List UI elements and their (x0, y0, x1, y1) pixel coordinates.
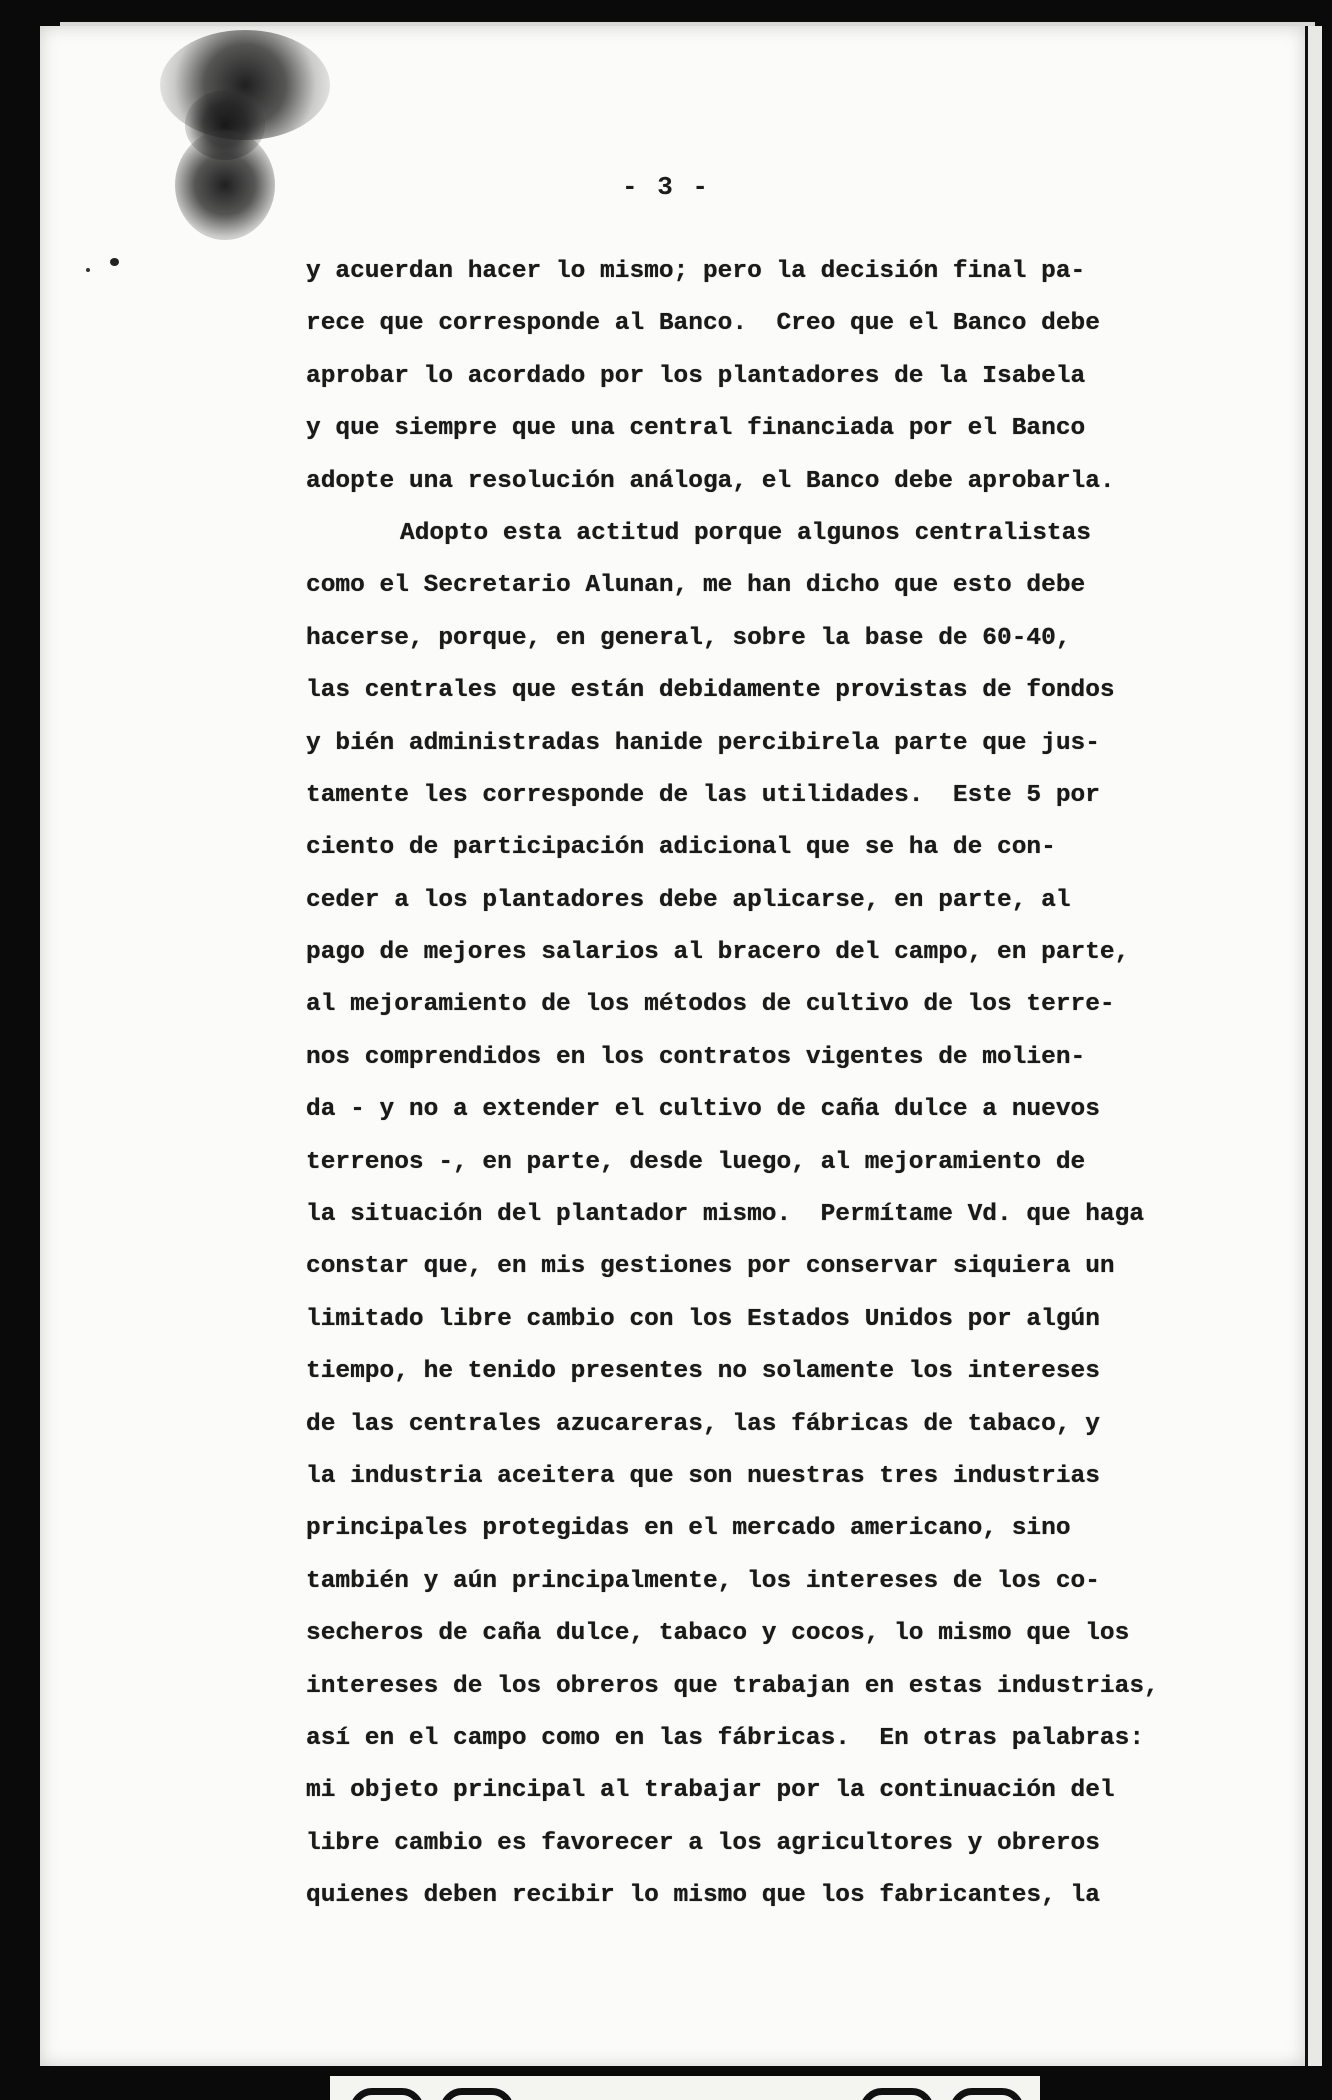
text-line: y que siempre que una central financiada por el Banco (306, 415, 1086, 443)
text-line: así en el campo como en las fábricas. En otras palabras: (306, 1724, 1145, 1752)
text-line: también y aún principalmente, los intereses de los co- (306, 1567, 1100, 1595)
text-line: limitado libre cambio con los Estados Unidos por algún (306, 1305, 1100, 1333)
ink-speck (86, 268, 90, 272)
text-line: constar que, en mis gestiones por conservar siquiera un (306, 1253, 1115, 1281)
text-line: la industria aceitera que son nuestras tres industrias (306, 1462, 1100, 1490)
text-line: aprobar lo acordado por los plantadores de la Isabela (306, 362, 1086, 390)
text-line: terrenos -, en parte, desde luego, al mejoramiento de (306, 1148, 1086, 1176)
text-line: ceder a los plantadores debe aplicarse, en parte, al (306, 886, 1071, 914)
text-line: libre cambio es favorecer a los agricultores y obreros (306, 1829, 1100, 1857)
paragraph-start-line: Adopto esta actitud porque algunos centralistas (400, 519, 1092, 547)
text-line: secheros de caña dulce, tabaco y cocos, lo mismo que los (306, 1620, 1130, 1648)
text-line: mi objeto principal al trabajar por la continuación del (306, 1777, 1115, 1805)
text-line: adopte una resolución análoga, el Banco debe aprobarla. (306, 467, 1115, 495)
cropped-glyph (440, 2088, 514, 2100)
text-line: y bién administradas hanide percibirela parte que jus- (306, 729, 1100, 757)
typed-body-text (306, 252, 1206, 1929)
text-line: principales protegidas en el mercado americano, sino (306, 1515, 1071, 1543)
text-line: ciento de participación adicional que se ha de con- (306, 834, 1056, 862)
cropped-glyph (950, 2088, 1024, 2100)
text-line: intereses de los obreros que trabajan en estas industrias, (306, 1672, 1159, 1700)
text-line: como el Secretario Alunan, me han dicho que esto debe (306, 572, 1086, 600)
text-line: da - y no a extender el cultivo de caña dulce a nuevos (306, 1096, 1100, 1124)
cropped-glyph (860, 2088, 934, 2100)
text-line: al mejoramiento de los métodos de cultivo de los terre- (306, 991, 1115, 1019)
text-line: las centrales que están debidamente provistas de fondos (306, 677, 1115, 705)
bottom-label-strip (330, 2076, 1040, 2100)
page-number: - 3 - (621, 172, 710, 202)
text-line: quienes deben recibir lo mismo que los fabricantes, la (306, 1882, 1100, 1910)
right-page-edge (1305, 26, 1322, 2066)
text-line: pago de mejores salarios al bracero del campo, en parte, (306, 939, 1130, 967)
ink-speck (110, 258, 119, 266)
text-line: hacerse, porque, en general, sobre la base de 60-40, (306, 624, 1071, 652)
text-line: rece que corresponde al Banco. Creo que el Banco debe (306, 310, 1100, 338)
text-line: nos comprendidos en los contratos vigentes de molien- (306, 1043, 1086, 1071)
text-line: de las centrales azucareras, las fábricas de tabaco, y (306, 1410, 1100, 1438)
text-line: la situación del plantador mismo. Permítame Vd. que haga (306, 1201, 1145, 1229)
cropped-glyph (350, 2088, 424, 2100)
text-line: y acuerdan hacer lo mismo; pero la decisión final pa- (306, 258, 1086, 285)
text-line: tamente les corresponde de las utilidades. Este 5 por (306, 781, 1100, 809)
text-line: tiempo, he tenido presentes no solamente los intereses (306, 1358, 1100, 1386)
